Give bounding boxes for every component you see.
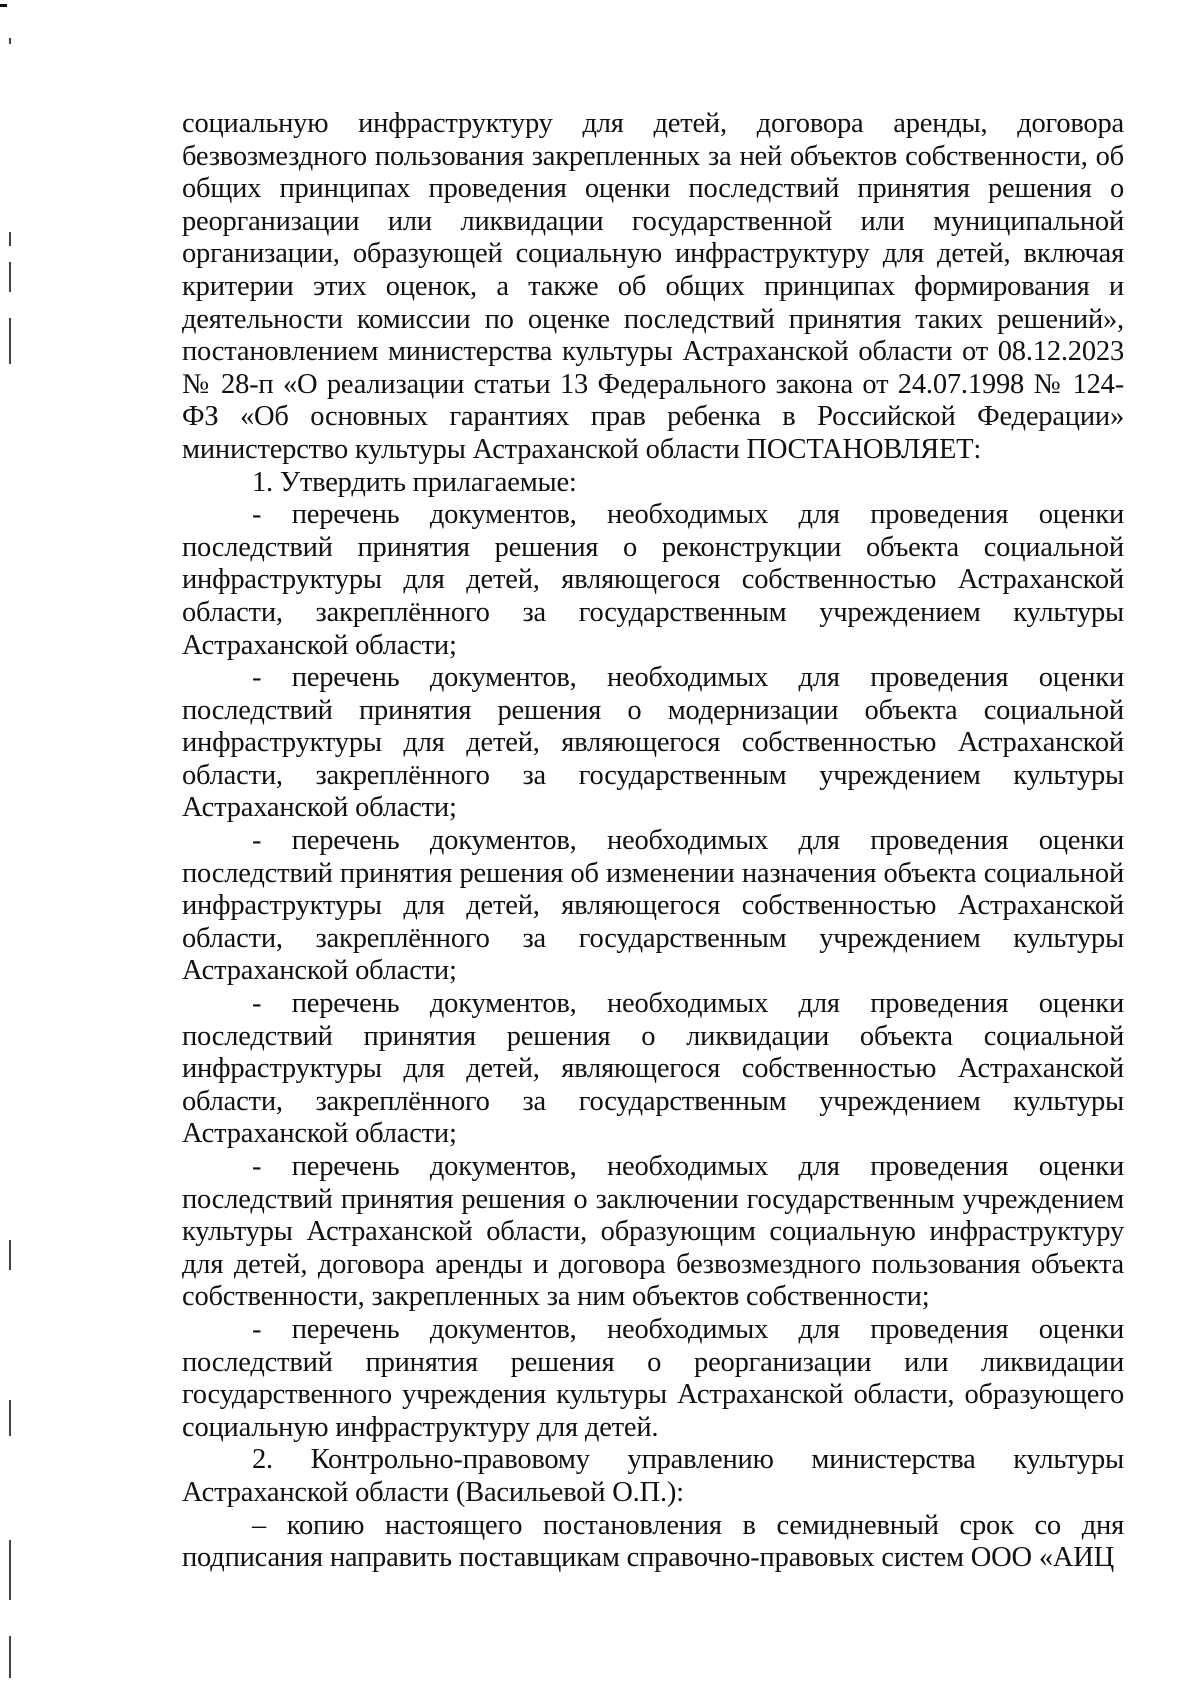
scan-edge-mark — [9, 318, 11, 364]
clause-1: 1. Утвердить прилагаемые: — [252, 466, 577, 498]
list-item-purpose-change: - перечень документов, необходимых для проведения оценки последствий принятия решения об изменении назначения объекта социальной инфраструктуры для детей, являющегося собственностью Астраханской области, закреплённого за государственным учреждением культуры Астраханской области; — [182, 825, 1124, 987]
list-item-modernization: - перечень документов, необходимых для проведения оценки последствий принятия решения о модернизации объекта социальной инфраструктуры для детей, являющегося собственностью Астраханской области, закреплённого за государственным учреждением культуры Астраханской области; — [182, 662, 1124, 824]
list-item-lease-contract: - перечень документов, необходимых для проведения оценки последствий принятия решения о заключении государственным учреждением культуры Астраханской области, образующим социальную инфраструктуру для детей, договора аренды и договора безвозмездного пользования объекта собственности, закрепленных за ним объектов собственности; — [182, 1151, 1124, 1313]
clause-2-item: – копию настоящего постановления в семидневный срок со дня подписания направить поставщикам справочно-правовых систем ООО «АИЦ — [182, 1509, 1124, 1574]
scan-artifact-mark — [0, 4, 7, 7]
scan-edge-mark — [9, 262, 11, 292]
scan-edge-mark — [9, 1400, 11, 1436]
intro-paragraph: социальную инфраструктуру для детей, договора аренды, договора безвозмездного пользования закрепленных за ней объектов собственности, об общих принципах проведения оценки последствий принятия решения о реорганизации или ликвидации государственной или муниципальной организации, образующей социальную инфраструктуру для детей, включая критерии этих оценок, а также об общих принципах формирования и деятельности комиссии по оценке последствий принятия таких решений», постановлением министерства культуры Астраханской области от 08.12.2023 № 28-п «О реализации статьи 13 Федерального закона от 24.07.1998 № 124-ФЗ «Об основных гарантиях прав ребенка в Российской Федерации» министерство культуры Астраханской области ПОСТАНОВЛЯЕТ: — [182, 108, 1124, 465]
scan-edge-mark — [9, 1540, 11, 1600]
document-body — [182, 108, 1124, 1575]
list-item-reconstruction: - перечень документов, необходимых для проведения оценки последствий принятия решения о реконструкции объекта социальной инфраструктуры для детей, являющегося собственностью Астраханской области, закреплённого за государственным учреждением культуры Астраханской области; — [182, 499, 1124, 661]
scan-edge-mark — [9, 1636, 11, 1678]
list-item-reorganization: - перечень документов, необходимых для проведения оценки последствий принятия решения о реорганизации или ликвидации государственного учреждения культуры Астраханской области, образующего социальную инфраструктуру для детей. — [182, 1313, 1124, 1443]
clause-2: 2. Контрольно-правовому управлению министерства культуры Астраханской области (Васильевой О.П.): — [182, 1444, 1124, 1508]
scan-edge-mark — [9, 1240, 11, 1270]
scan-edge-mark — [9, 232, 11, 246]
list-item-liquidation: - перечень документов, необходимых для проведения оценки последствий принятия решения о ликвидации объекта социальной инфраструктуры для детей, являющегося собственностью Астраханской области, закреплённого за государственным учреждением культуры Астраханской области; — [182, 988, 1124, 1150]
scan-edge-mark — [9, 38, 11, 44]
